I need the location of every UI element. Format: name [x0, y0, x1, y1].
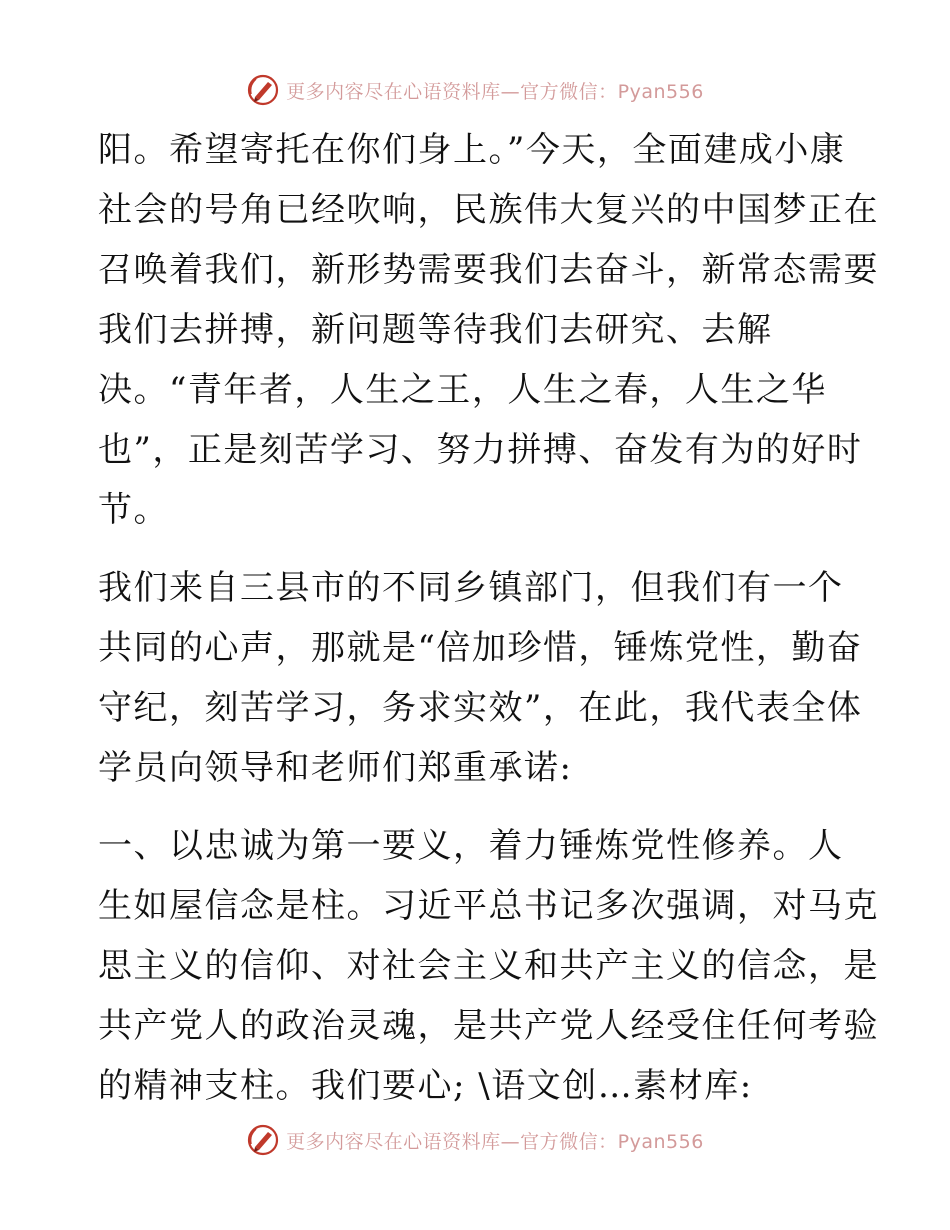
- footer-watermark: [0, 1120, 950, 1160]
- text-line: 思主义的信仰、对社会主义和共产主义的信念，是: [98, 946, 879, 986]
- text-line: 决。“青年者，人生之王，人生之春，人生之华: [98, 370, 827, 410]
- paragraph-gap: [98, 798, 858, 816]
- text-line: 生如屋信念是柱。习近平总书记多次强调，对马克: [98, 886, 879, 926]
- text-line: 的精神支柱。我们要心; \语文创…素材库:: [98, 1066, 753, 1106]
- pen-logo-icon: [246, 1123, 280, 1157]
- paragraph-2: [98, 558, 863, 798]
- watermark-text: 更多内容尽在心语资料库—官方微信：Pyan556: [286, 1130, 704, 1153]
- text-line: 守纪，刻苦学习，务求实效”，在此，我代表全体: [98, 688, 863, 728]
- text-line: 召唤着我们，新形势需要我们去奋斗，新常态需要: [98, 250, 879, 290]
- text-line: 共同的心声，那就是“倍加珍惜，锤炼党性，勤奋: [98, 628, 863, 668]
- text-line: 节。: [98, 490, 169, 530]
- paragraph-3: [98, 816, 879, 1116]
- pen-logo-icon: [246, 73, 280, 107]
- text-line: 我们来自三县市的不同乡镇部门，但我们有一个: [98, 568, 844, 608]
- paragraph-gap: [98, 540, 858, 558]
- text-line: 阳。希望寄托在你们身上。”今天，全面建成小康: [98, 130, 846, 170]
- text-line: 社会的号角已经吹响，民族伟大复兴的中国梦正在: [98, 190, 879, 230]
- text-line: 我们去拼搏，新问题等待我们去研究、去解: [98, 310, 773, 350]
- text-line: 一、以忠诚为第一要义，着力锤炼党性修养。人: [98, 826, 844, 866]
- paragraph-1: [98, 120, 879, 540]
- text-line: 共产党人的政治灵魂，是共产党人经受住任何考验: [98, 1006, 879, 1046]
- text-line: 也”，正是刻苦学习、努力拼搏、奋发有为的好时: [98, 430, 863, 470]
- document-body: [98, 120, 879, 1116]
- text-line: 学员向领导和老师们郑重承诺:: [98, 748, 573, 788]
- watermark-text: 更多内容尽在心语资料库—官方微信：Pyan556: [286, 80, 704, 103]
- header-watermark: [0, 70, 950, 110]
